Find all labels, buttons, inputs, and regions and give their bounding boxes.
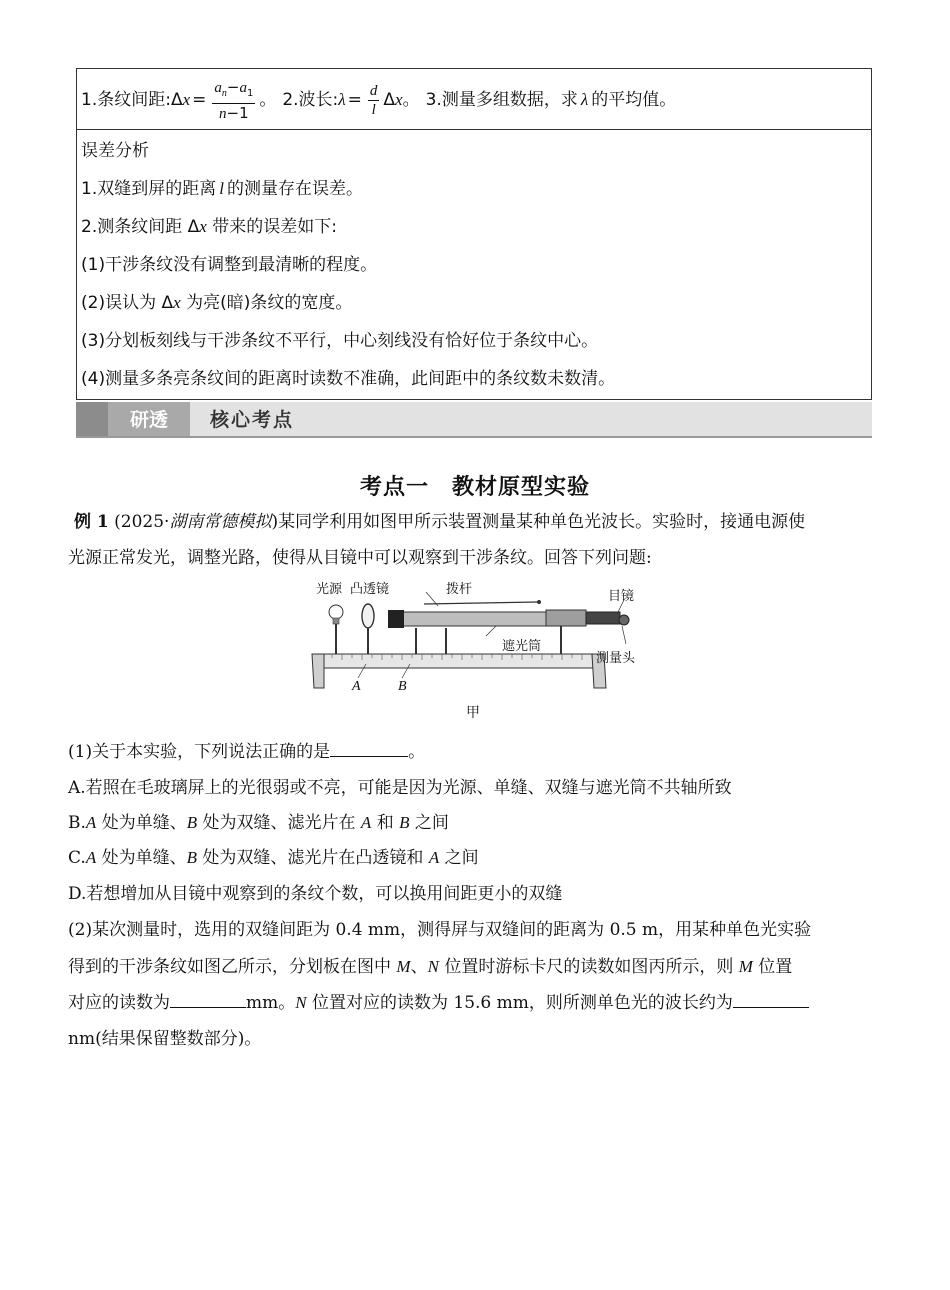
example-line-1-rest: )某同学利用如图甲所示装置测量某种单色光波长。实验时，接通电源使 [271,512,806,532]
eyepiece-icon [586,612,620,624]
measuring-knob [619,615,629,625]
banner-tab: 研透 [108,402,190,438]
shading-tube [396,612,546,626]
q2-line-3 [68,988,809,1013]
opt-b-d: 和 [371,813,400,833]
toggle-rod [424,602,538,604]
error-line-1 [81,174,363,199]
tube-front-cap [388,610,404,628]
bench-leg-left [312,654,324,688]
frac-den-rest: −1 [226,103,249,122]
q1-option-c [68,843,479,868]
measuring-head [546,610,586,626]
label-eyepiece: 目镜 [608,589,635,604]
label-shading-tube: 遮光筒 [502,639,542,654]
fringe-spacing-fraction [212,78,255,123]
error-line-4 [81,288,352,313]
q2-line-2-d: 位置 [752,957,793,977]
frac-den-n: n [219,105,227,122]
label-B: B [398,679,407,694]
frac-num-a2: a [239,79,247,96]
frac2-den: l [371,101,376,118]
example-line-1 [74,507,805,532]
frac-num-sub-1: 1 [246,87,254,99]
error-analysis-box [76,130,872,400]
section-title: 考点一 教材原型实验 [359,475,590,500]
q1-option-b [68,808,449,833]
label-A: A [352,679,361,694]
opt-c-A2: A [428,848,440,867]
apparatus-figure [306,576,646,706]
opt-c-B: B [186,848,197,867]
error-line-3: (1)干涉条纹没有调整到最清晰的程度。 [81,255,378,275]
opt-b-A2: A [360,813,372,832]
convex-lens-icon [362,604,374,654]
item1-var: x [182,90,191,109]
frac-num-sub-n: n [221,87,227,99]
item1-eq: = [192,90,207,110]
q2-line-3-a: 对应的读数为 [68,993,170,1013]
opt-b-A: A [85,813,97,832]
opt-c-a: C. [68,848,86,868]
opt-b-e: 之间 [409,813,449,833]
q2-wavelength-blank[interactable] [733,993,809,1008]
frac-num-a: a [214,79,222,96]
frac2-num: d [369,82,378,99]
q1-stem-text: (1)关于本实验，下列说法正确的是 [68,742,331,762]
error-line-2-b: 带来的误差如下: [206,217,337,237]
error-line-1-var: l [219,179,224,198]
q2-line-2-M: M [396,957,411,976]
error-line-2-var: x [199,217,207,236]
error-line-1-a: 1.双缝到屏的距离 [81,179,217,199]
q2-m-reading-blank[interactable] [170,993,246,1008]
example-line-2: 光源正常发光，调整光路，使得从目镜中可以观察到干涉条纹。回答下列问题: [68,548,652,568]
light-source-icon [329,605,343,654]
opt-c-d: 之间 [439,848,479,868]
opt-b-B: B [186,813,198,832]
q2-line-2-b: 、 [410,957,428,977]
figure-caption: 甲 [466,705,480,721]
q1-option-d: D.若想增加从目镜中观察到的条纹个数，可以换用间距更小的双缝 [68,884,563,904]
opt-c-A: A [85,848,97,867]
q2-line-2-N: N [427,957,439,976]
opt-b-a: B. [68,813,86,833]
opt-c-b: 处为单缝、 [96,848,187,868]
frac-num-minus: − [226,77,240,96]
error-line-2 [81,212,337,237]
item3-end: 的平均值。 [591,90,677,110]
q2-line-3-N: N [295,993,307,1012]
error-line-4-b: 为亮(暗)条纹的宽度。 [180,293,353,313]
error-line-1-b: 的测量存在误差。 [226,179,363,199]
opt-c-c: 处为双缝、滤光片在凸透镜和 [197,848,429,868]
item1-prefix: 1.条纹间距:Δ [81,90,183,110]
error-line-4-var: x [173,293,181,312]
error-line-2-a: 2.测条纹间距 Δ [81,217,200,237]
item2-prefix: 2.波长: [282,90,339,110]
error-line-4-a: (2)误认为 Δ [81,293,174,313]
error-heading: 误差分析 [81,141,149,161]
item2-eq: = [347,90,362,110]
label-measuring-head: 测量头 [596,651,636,666]
wavelength-fraction [368,82,380,119]
q1-answer-blank[interactable] [330,742,408,757]
banner-accent [76,402,112,438]
opt-b-c: 处为双缝、滤光片在 [197,813,361,833]
q2-line-1: (2)某次测量时，选用的双缝间距为 0.4 mm，测得屏与双缝间的距离为 0.5 m，用某种单色光实验 [68,920,812,940]
example-source: 湖南常德模拟 [169,512,272,532]
q2-line-3-c: 位置对应的读数为 15.6 mm，则所测单色光的波长约为 [306,993,733,1013]
opt-b-B2: B [399,813,410,832]
item3-prefix: 3.测量多组数据，求 [425,90,578,110]
example-source-open: (2025· [114,512,170,532]
q1-stem [68,737,425,762]
item2-delta: Δ [383,90,396,110]
section-banner [76,402,872,438]
toggle-rod-knob [537,600,541,604]
item2-var: x [395,90,403,109]
q2-line-2-a: 得到的干涉条纹如图乙所示，分划板在图中 [68,957,397,977]
example-label: 例 1 [74,512,109,532]
label-convex-lens: 凸透镜 [350,582,390,597]
q2-line-4: nm(结果保留整数部分)。 [68,1029,262,1049]
error-line-5: (3)分划板刻线与干涉条纹不平行，中心刻线没有恰好位于条纹中心。 [81,331,599,351]
label-light-source: 光源 [316,582,343,597]
item2-lambda: λ [338,90,346,109]
q1-stem-end: 。 [408,742,426,762]
item1-end: 。 [259,90,277,110]
banner-rule [76,436,872,438]
banner-background [76,402,872,438]
item3-lambda: λ [580,90,589,109]
bench-rail [316,654,601,668]
formula-box [76,68,872,130]
item2-end: 。 [402,90,420,110]
q2-line-3-b: mm。 [246,993,296,1013]
opt-b-b: 处为单缝、 [96,813,187,833]
q2-line-2 [68,952,792,977]
banner-title: 核心考点 [210,409,295,431]
q2-line-2-M2: M [738,957,753,976]
error-line-6: (4)测量多条亮条纹间的距离时读数不准确，此间距中的条纹数未数清。 [81,369,616,389]
q1-option-a: A.若照在毛玻璃屏上的光很弱或不亮，可能是因为光源、单缝、双缝与遮光筒不共轴所致 [68,778,732,798]
label-toggle-rod: 拨杆 [446,582,473,597]
formula-line [81,77,676,123]
q2-line-2-c: 位置时游标卡尺的读数如图丙所示，则 [438,957,739,977]
